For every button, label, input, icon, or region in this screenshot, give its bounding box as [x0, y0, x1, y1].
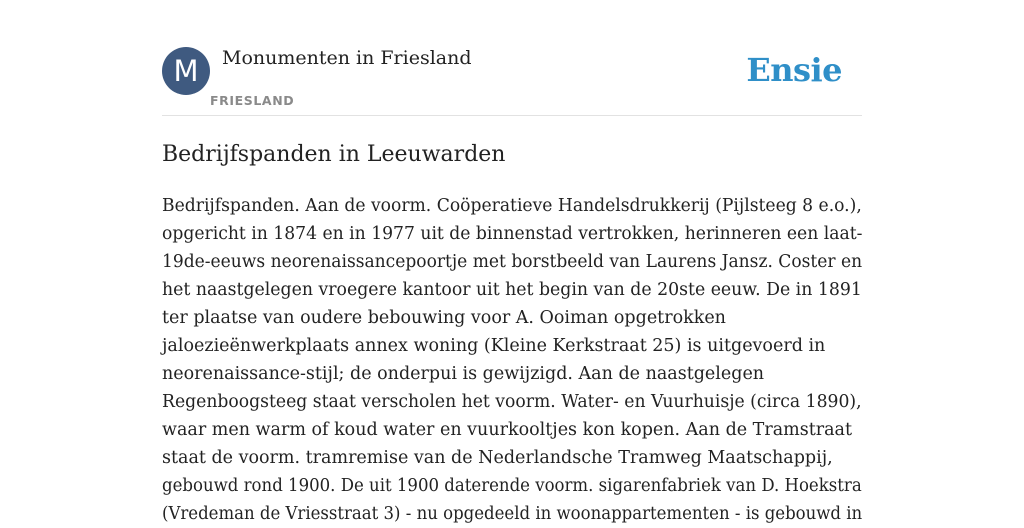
article-line: 19de-eeuws neorenaissancepoortje met borstbeeld van Laurens Jansz. Coster en	[162, 252, 863, 272]
article-line: opgericht in 1874 en in 1977 uit de binnenstad vertrokken, herinneren een laat-	[162, 224, 863, 244]
article-line: Bedrijfspanden. Aan de voorm. Coöperatieve Handelsdrukkerij (Pijlsteeg 8 e.o.),	[162, 196, 862, 216]
header-divider	[162, 115, 862, 116]
article-line: waar men warm of koud water en vuurkooltjes kon kopen. Aan de Tramstraat	[162, 420, 853, 440]
source-title-link[interactable]: Monumenten in Friesland	[222, 47, 472, 69]
article-line: Regenboogsteeg staat verscholen het voorm. Water- en Vuurhuisje (circa 1890),	[162, 392, 862, 412]
article-line: (Vredeman de Vriesstraat 3) - nu opgedeeld in woonappartementen - is gebouwd in	[162, 504, 863, 524]
article-line: ter plaatse van oudere bebouwing voor A. Ooiman opgetrokken	[162, 308, 726, 328]
ensie-logo[interactable]: Ensie	[746, 51, 842, 89]
article-body	[162, 192, 862, 528]
article-line: neorenaissance-stijl; de onderpui is gewijzigd. Aan de naastgelegen	[162, 364, 765, 384]
article-line: staat de voorm. tramremise van de Nederlandsche Tramweg Maatschappij,	[162, 448, 833, 468]
source-category-label[interactable]: FRIESLAND	[210, 93, 295, 108]
article-line: het naastgelegen vroegere kantoor uit het begin van de 20ste eeuw. De in 1891	[162, 280, 862, 300]
article-line: gebouwd rond 1900. De uit 1900 daterende voorm. sigarenfabriek van D. Hoekstra	[162, 476, 862, 496]
avatar[interactable]: M	[162, 47, 210, 95]
article-line: jaloezieënwerkplaats annex woning (Kleine Kerkstraat 25) is uitgevoerd in	[162, 336, 826, 356]
article-title: Bedrijfspanden in Leeuwarden	[162, 142, 506, 167]
